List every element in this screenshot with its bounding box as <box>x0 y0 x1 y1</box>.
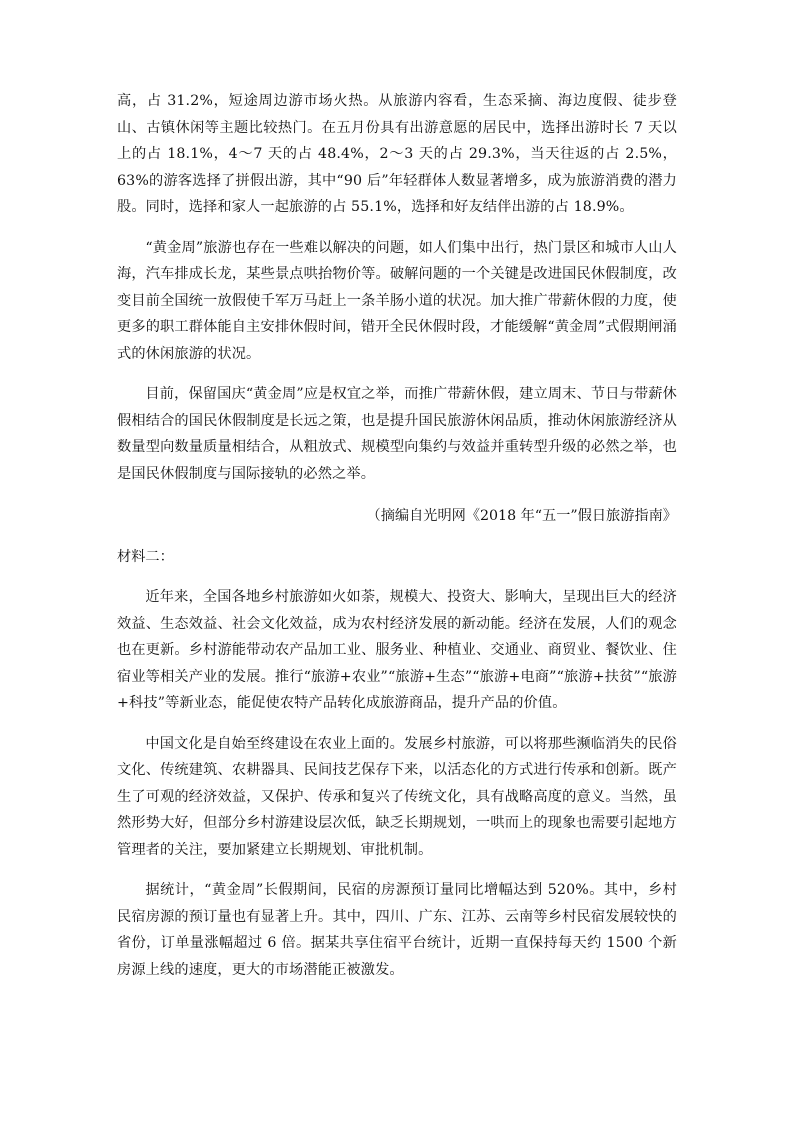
document-page <box>117 88 677 983</box>
paragraph-homestay-stats: 据统计，“黄金周”长假期间，民宿的房源预订量同比增幅达到 520%。其中，乡村民宿房源的预订量也有显著上升。其中，四川、广东、江苏、云南等乡村民宿发展较快的省份，订单量涨幅超过 6 倍。据某共享住宿平台统计，近期一直保持每天约 1500 个新房源上线的速度，更大的市场潜能正被激发。 <box>117 882 677 978</box>
paragraph-rural-tourism: 近年来，全国各地乡村旅游如火如荼，规模大、投资大、影响大，呈现出巨大的经济效益、生态效益、社会文化效益，成为农村经济发展的新动能。经济在发展，人们的观念也在更新。乡村游能带动农产品加工业、服务业、种植业、交通业、商贸业、餐饮业、住宿业等相关产业的发展。推行“旅游+农业”“旅游+生态”“旅游+电商”“旅游+扶贫”“旅游+科技”等新业态，能促使农特产品转化成旅游商品，提升产品的价值。 <box>117 589 677 711</box>
paragraph-golden-week-problems: “黄金周”旅游也存在一些难以解决的问题，如人们集中出行，热门景区和城市人山人海，汽车排成长龙，某些景点哄抬物价等。破解问题的一个关键是改进国民休假制度，改变目前全国统一放假使千军万马赶上一条羊肠小道的状况。加大推广带薪休假的力度，使更多的职工群体能自主安排休假时间，错开全民休假时段，才能缓解“黄金周”式假期闸涌式的休闲旅游的状况。 <box>117 239 677 362</box>
paragraph-chinese-culture: 中国文化是自始至终建设在农业上面的。发展乡村旅游，可以将那些濒临消失的民俗文化、传统建筑、农耕器具、民间技艺保存下来，以活态化的方式进行传承和创新。既产生了可观的经济效益，又保护、传承和复兴了传统文化，具有战略高度的意义。当然，虽然形势大好，但部分乡村游建设层次低，缺乏长期规划，一哄而上的现象也需要引起地方管理者的关注，要加紧建立长期规划、审批机制。 <box>117 735 677 858</box>
material-two-label: 材料二： <box>117 548 174 565</box>
paragraph-travel-stats: 高，占 31.2%，短途周边游市场火热。从旅游内容看，生态采摘、海边度假、徒步登山、古镇休闲等主题比较热门。在五月份具有出游意愿的居民中，选择出游时长 7 天以上的占 18.1%，4～7 天的占 48.4%，2～3 天的占 29.3%，当天往返的占 2.5%，63%的游客选择了拼假出游，其中“90 后”年轻群体人数显著增多，成为旅游消费的潜力股。同时，选择和家人一起旅游的占 55.1%，选择和好友结伴出游的占 18.9%。 <box>117 93 677 215</box>
paragraph-paid-leave: 目前，保留国庆“黄金周”应是权宜之举，而推广带薪休假，建立周末、节日与带薪休假相结合的国民休假制度是长远之策，也是提升国民旅游休闲品质，推动休闲旅游经济从数量型向数量质量相结合，从粗放式、规模型向集约与效益并重转型升级的必然之举，也是国民休假制度与国际接轨的必然之举。 <box>117 386 677 482</box>
source-citation: （摘编自光明网《2018 年“五一”假日旅游指南》 <box>366 508 677 524</box>
